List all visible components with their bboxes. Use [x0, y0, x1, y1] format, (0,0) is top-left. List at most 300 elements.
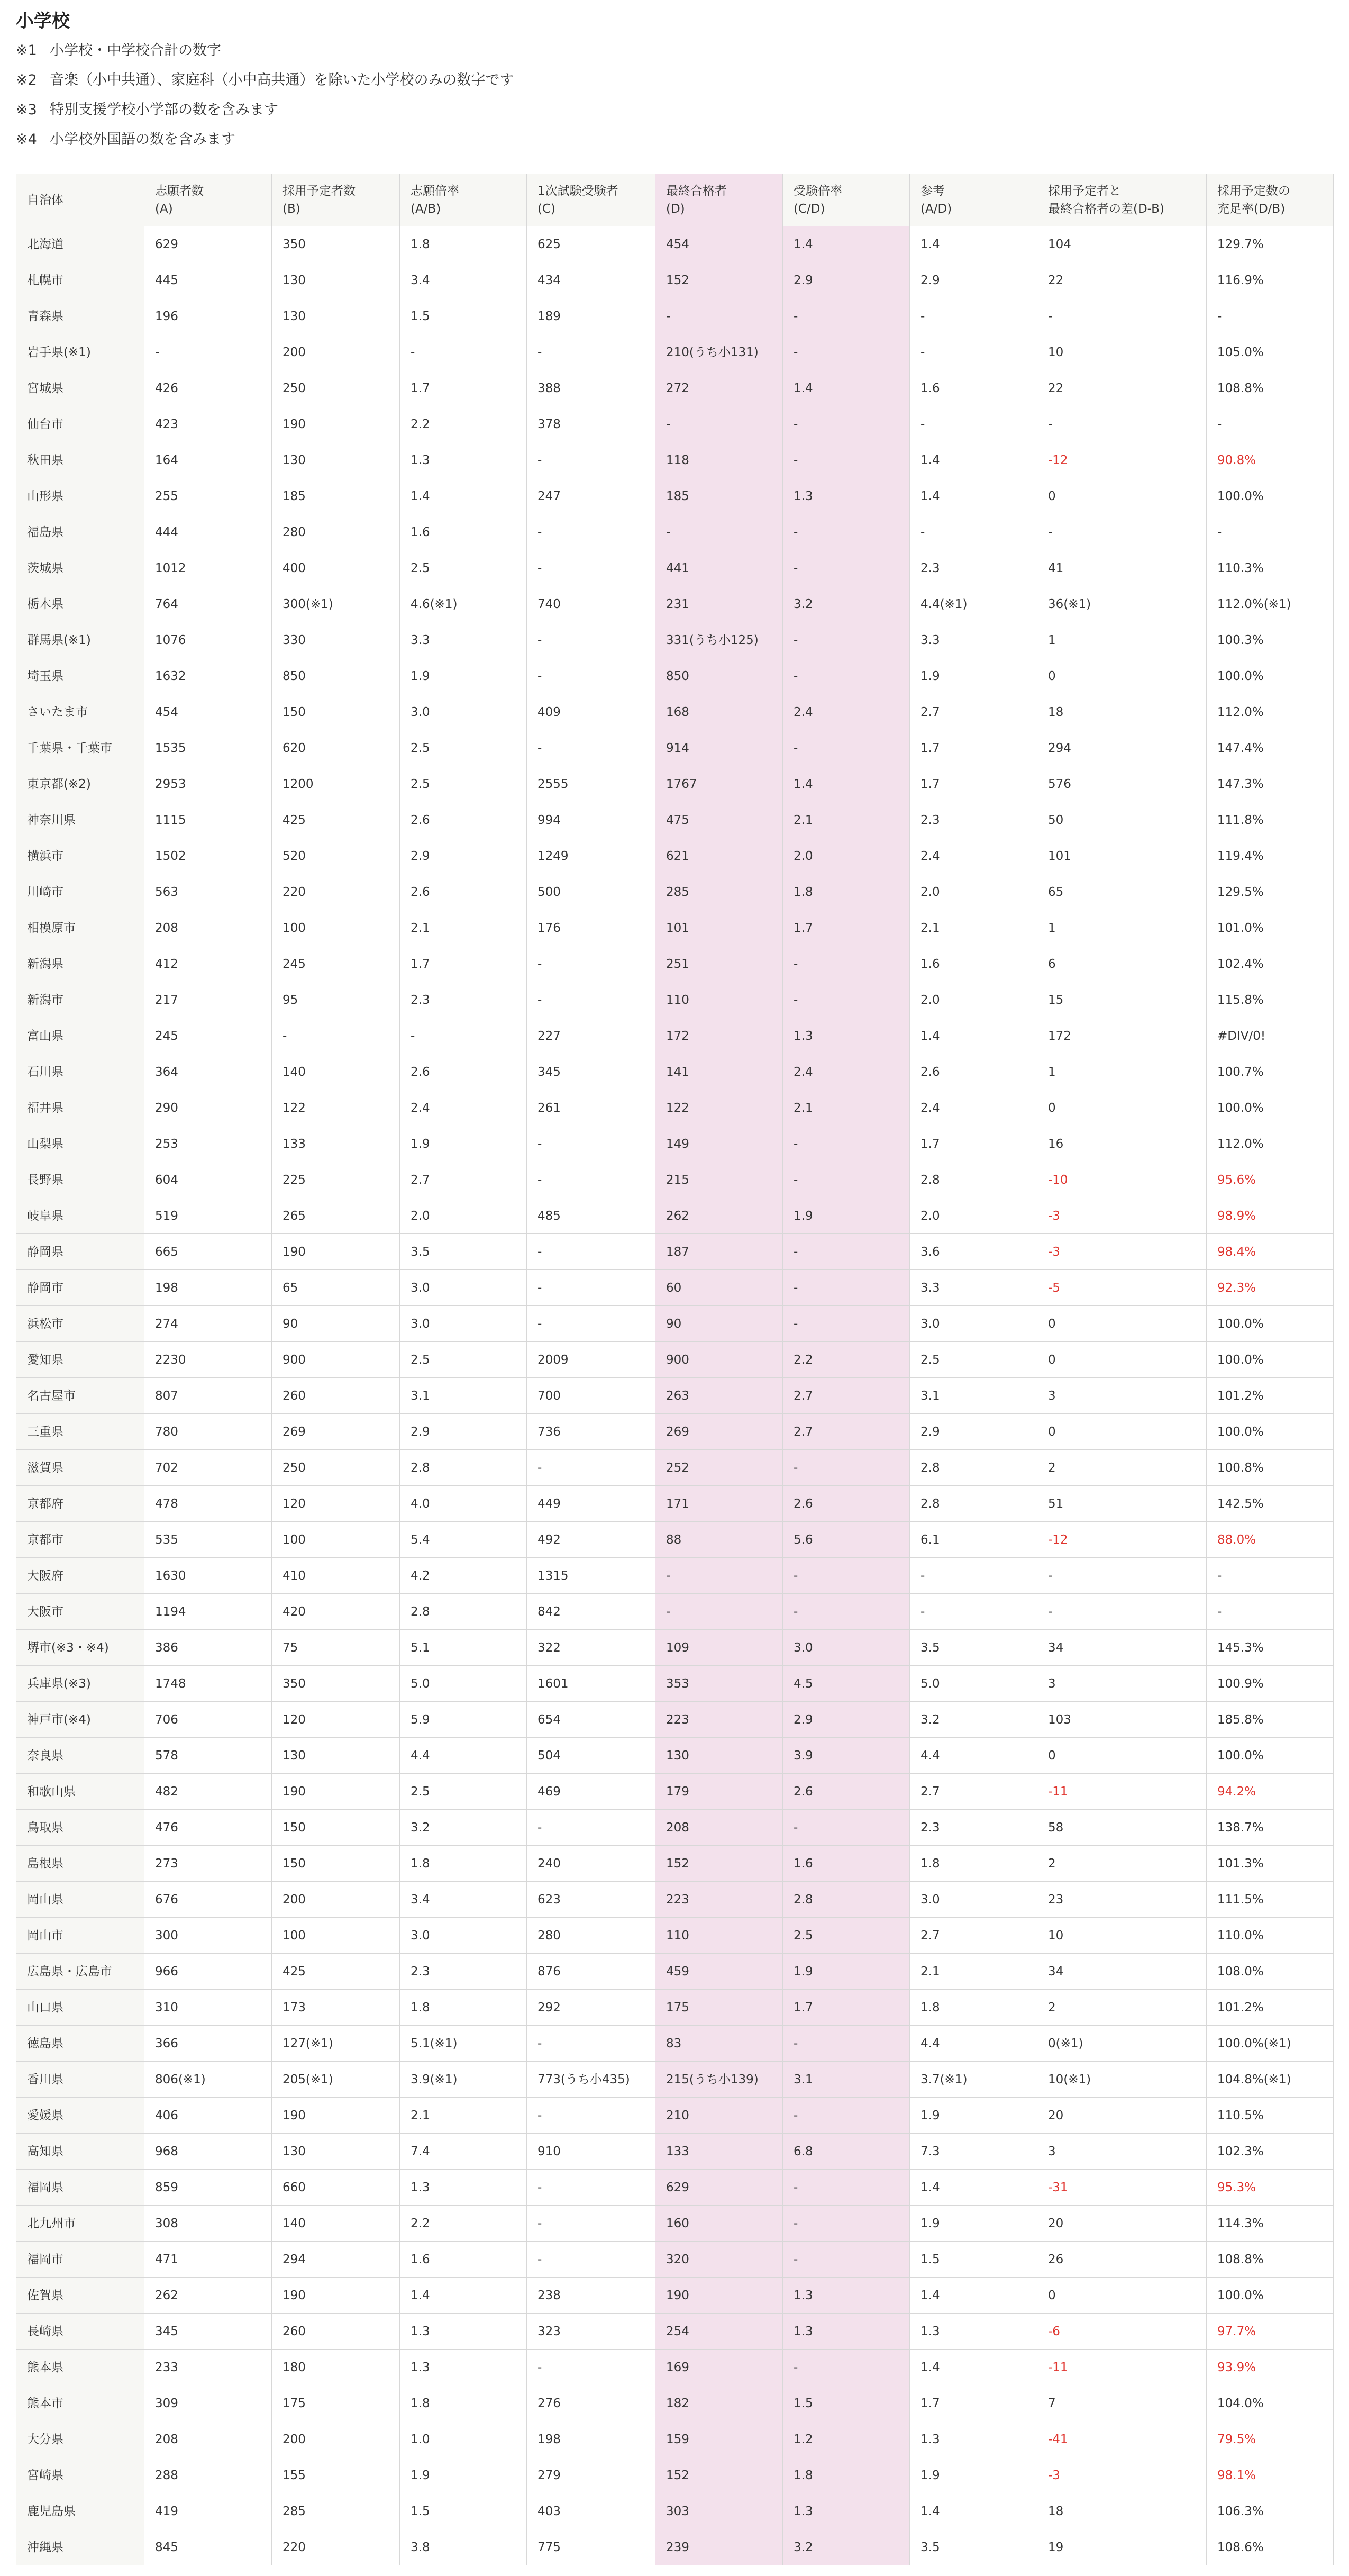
table-cell: 3.1 [400, 1378, 527, 1414]
table-cell: - [272, 1018, 400, 1054]
table-cell: -10 [1037, 1162, 1207, 1198]
footnote-text: 特別支援学校小学部の数を含みます [50, 102, 278, 118]
table-row [16, 226, 1334, 262]
table-cell: 138.7% [1207, 1810, 1334, 1846]
table-cell: - [527, 946, 655, 982]
table-cell: 914 [655, 730, 783, 766]
table-cell: 629 [144, 226, 272, 262]
table-cell: 208 [144, 2421, 272, 2457]
table-cell: 101 [1037, 838, 1207, 874]
table-cell: 625 [527, 226, 655, 262]
table-row [16, 1846, 1334, 1882]
table-row [16, 2493, 1334, 2529]
table-cell: 100.0% [1207, 478, 1334, 514]
table-cell: 2.1 [910, 1954, 1037, 1990]
table-cell: 2.6 [783, 1486, 910, 1522]
table-cell: 2555 [527, 766, 655, 802]
table-cell: 842 [527, 1594, 655, 1630]
table-cell: 100.7% [1207, 1054, 1334, 1090]
table-cell: 3.4 [400, 262, 527, 298]
table-cell: 2 [1037, 1990, 1207, 2026]
table-cell: 1.3 [783, 2278, 910, 2314]
table-cell: 1.4 [910, 1018, 1037, 1054]
table-cell: 2.4 [783, 694, 910, 730]
column-header-line: 自治体 [27, 193, 63, 207]
table-cell: 152 [655, 262, 783, 298]
table-cell: 2.3 [400, 1954, 527, 1990]
table-cell: - [527, 982, 655, 1018]
table-cell: 106.3% [1207, 2493, 1334, 2529]
table-cell: 2.0 [783, 838, 910, 874]
municipality-cell: 長野県 [16, 1162, 144, 1198]
table-cell: 2.0 [910, 874, 1037, 910]
table-cell: - [527, 1234, 655, 1270]
table-cell: 859 [144, 2170, 272, 2206]
table-cell: 101 [655, 910, 783, 946]
table-cell: 807 [144, 1378, 272, 1414]
table-cell: 60 [655, 1270, 783, 1306]
table-cell: 2.1 [783, 1090, 910, 1126]
table-cell: 2.1 [783, 802, 910, 838]
table-cell: 2.8 [910, 1486, 1037, 1522]
table-cell: - [910, 298, 1037, 334]
table-cell: 187 [655, 1234, 783, 1270]
table-cell: 1.8 [783, 874, 910, 910]
table-cell: 1.9 [910, 2206, 1037, 2242]
table-cell: - [144, 334, 272, 370]
table-cell: 2.9 [400, 1414, 527, 1450]
table-cell: 469 [527, 1774, 655, 1810]
table-cell: -31 [1037, 2170, 1207, 2206]
table-cell: 1.4 [783, 766, 910, 802]
table-cell: 4.0 [400, 1486, 527, 1522]
table-cell: 482 [144, 1774, 272, 1810]
table-cell: 50 [1037, 802, 1207, 838]
municipality-cell: 熊本県 [16, 2350, 144, 2385]
table-cell: 1.9 [910, 658, 1037, 694]
table-cell: 1.3 [400, 2170, 527, 2206]
table-cell: 454 [655, 226, 783, 262]
table-cell: 1.9 [910, 2457, 1037, 2493]
table-cell: 2.1 [400, 2098, 527, 2134]
municipality-cell: 仙台市 [16, 406, 144, 442]
table-cell: 1.8 [910, 1846, 1037, 1882]
municipality-cell: 京都府 [16, 1486, 144, 1522]
table-row [16, 262, 1334, 298]
table-cell: 441 [655, 550, 783, 586]
table-cell: 1.4 [910, 2170, 1037, 2206]
table-cell: 1.9 [783, 1954, 910, 1990]
table-cell: - [783, 1450, 910, 1486]
table-cell: 2.7 [783, 1378, 910, 1414]
table-cell: 331(うち小125) [655, 622, 783, 658]
table-cell: 97.7% [1207, 2314, 1334, 2350]
table-cell: 101.2% [1207, 1990, 1334, 2026]
table-cell: 5.1 [400, 1630, 527, 1666]
table-cell: 966 [144, 1954, 272, 1990]
table-cell: - [783, 1234, 910, 1270]
municipality-cell: 島根県 [16, 1846, 144, 1882]
municipality-cell: 石川県 [16, 1054, 144, 1090]
municipality-cell: 滋賀県 [16, 1450, 144, 1486]
table-cell: 100 [272, 910, 400, 946]
table-cell: 65 [272, 1270, 400, 1306]
table-cell: 478 [144, 1486, 272, 1522]
table-row [16, 2134, 1334, 2170]
table-cell: 261 [527, 1090, 655, 1126]
table-cell: 1632 [144, 658, 272, 694]
table-cell: 3.1 [910, 1378, 1037, 1414]
column-header-line: (C/D) [794, 202, 825, 216]
table-cell: 4.4 [910, 2026, 1037, 2062]
column-header-line: 採用予定者数 [282, 184, 356, 198]
table-cell: 850 [655, 658, 783, 694]
table-cell: 98.4% [1207, 1234, 1334, 1270]
table-cell: 22 [1037, 262, 1207, 298]
table-cell: - [1037, 406, 1207, 442]
table-cell: - [783, 334, 910, 370]
table-cell: 172 [655, 1018, 783, 1054]
table-cell: 239 [655, 2529, 783, 2565]
table-row [16, 1774, 1334, 1810]
table-cell: 130 [272, 442, 400, 478]
table-cell: 18 [1037, 2493, 1207, 2529]
table-row [16, 946, 1334, 982]
column-header-line: 採用予定数の [1217, 184, 1290, 198]
table-cell: 142.5% [1207, 1486, 1334, 1522]
table-row [16, 1234, 1334, 1270]
table-cell: 5.0 [400, 1666, 527, 1702]
table-header-row [16, 174, 1334, 226]
table-cell: 4.4 [400, 1738, 527, 1774]
table-cell: 189 [527, 298, 655, 334]
table-cell: 129.7% [1207, 226, 1334, 262]
table-cell: 780 [144, 1414, 272, 1450]
table-cell: 159 [655, 2421, 783, 2457]
column-header-line: 志願倍率 [411, 184, 459, 198]
table-cell: 3.2 [783, 586, 910, 622]
table-cell: 273 [144, 1846, 272, 1882]
table-cell: 7.3 [910, 2134, 1037, 2170]
table-cell: 1012 [144, 550, 272, 586]
table-cell: 3.0 [400, 694, 527, 730]
table-cell: - [655, 298, 783, 334]
table-cell: 444 [144, 514, 272, 550]
municipality-cell: 鹿児島県 [16, 2493, 144, 2529]
table-cell: 2.9 [910, 262, 1037, 298]
table-cell: 3.0 [400, 1270, 527, 1306]
table-row [16, 1450, 1334, 1486]
table-cell: 169 [655, 2350, 783, 2385]
table-cell: 1.7 [910, 1126, 1037, 1162]
table-cell: 1767 [655, 766, 783, 802]
table-row [16, 2457, 1334, 2493]
table-cell: 149 [655, 1126, 783, 1162]
column-header-line: 志願者数 [155, 184, 204, 198]
table-cell: 3.3 [910, 622, 1037, 658]
municipality-cell: 徳島県 [16, 2026, 144, 2062]
table-cell: - [400, 334, 527, 370]
municipality-cell: 京都市 [16, 1522, 144, 1558]
table-cell: 41 [1037, 550, 1207, 586]
table-cell: 110.5% [1207, 2098, 1334, 2134]
table-cell: 303 [655, 2493, 783, 2529]
table-cell: 535 [144, 1522, 272, 1558]
table-cell: 100 [272, 1918, 400, 1954]
table-cell: 120 [272, 1486, 400, 1522]
table-cell: 4.5 [783, 1666, 910, 1702]
table-cell: 245 [144, 1018, 272, 1054]
table-cell: 775 [527, 2529, 655, 2565]
column-header-line: 1次試験受験者 [537, 184, 618, 198]
table-cell: -11 [1037, 1774, 1207, 1810]
table-cell: 1.5 [910, 2242, 1037, 2278]
table-cell: 6.8 [783, 2134, 910, 2170]
table-cell: 172 [1037, 1018, 1207, 1054]
table-cell: 1.7 [910, 2385, 1037, 2421]
table-cell: 2.6 [400, 802, 527, 838]
table-row [16, 1090, 1334, 1126]
table-cell: 274 [144, 1306, 272, 1342]
table-cell: 147.3% [1207, 766, 1334, 802]
table-cell: 0 [1037, 1342, 1207, 1378]
table-row [16, 2098, 1334, 2134]
table-row [16, 1918, 1334, 1954]
table-cell: 111.5% [1207, 1882, 1334, 1918]
table-cell: 1748 [144, 1666, 272, 1702]
table-cell: 100.9% [1207, 1666, 1334, 1702]
table-cell: 3.5 [910, 2529, 1037, 2565]
column-header-line: (A) [155, 202, 173, 216]
table-cell: 449 [527, 1486, 655, 1522]
table-cell: 65 [1037, 874, 1207, 910]
table-cell: 100.0%(※1) [1207, 2026, 1334, 2062]
table-row [16, 2170, 1334, 2206]
table-cell: 190 [272, 2098, 400, 2134]
table-row [16, 1630, 1334, 1666]
table-cell: - [783, 1594, 910, 1630]
municipality-cell: 福岡県 [16, 2170, 144, 2206]
column-header [272, 174, 400, 226]
table-cell: 276 [527, 2385, 655, 2421]
table-cell: 253 [144, 1126, 272, 1162]
table-cell: 285 [655, 874, 783, 910]
table-cell: 300(※1) [272, 586, 400, 622]
table-cell: 665 [144, 1234, 272, 1270]
municipality-cell: 山口県 [16, 1990, 144, 2026]
table-cell: - [783, 622, 910, 658]
table-cell: 345 [527, 1054, 655, 1090]
table-cell: 233 [144, 2350, 272, 2385]
municipality-cell: 福岡市 [16, 2242, 144, 2278]
table-cell: 102.3% [1207, 2134, 1334, 2170]
table-cell: 2.9 [910, 1414, 1037, 1450]
table-cell: - [1037, 298, 1207, 334]
table-cell: - [783, 1162, 910, 1198]
table-cell: 740 [527, 586, 655, 622]
table-cell: - [783, 298, 910, 334]
table-cell: 179 [655, 1774, 783, 1810]
municipality-cell: 宮城県 [16, 370, 144, 406]
table-cell: 190 [272, 1774, 400, 1810]
table-cell: 269 [272, 1414, 400, 1450]
table-cell: 100.0% [1207, 1342, 1334, 1378]
table-cell: 2.9 [783, 262, 910, 298]
table-cell: 1.5 [400, 2493, 527, 2529]
table-cell: 130 [655, 1738, 783, 1774]
table-cell: 386 [144, 1630, 272, 1666]
table-cell: 3.8 [400, 2529, 527, 2565]
table-row [16, 550, 1334, 586]
table-cell: 1.3 [400, 2350, 527, 2385]
table-row [16, 2026, 1334, 2062]
table-cell: - [783, 946, 910, 982]
table-cell: 425 [272, 1954, 400, 1990]
table-cell: - [655, 1594, 783, 1630]
table-cell: 1249 [527, 838, 655, 874]
table-cell: 2.3 [400, 982, 527, 1018]
table-cell: 1.7 [783, 1990, 910, 2026]
table-cell: 115.8% [1207, 982, 1334, 1018]
table-row [16, 694, 1334, 730]
table-cell: 260 [272, 2314, 400, 2350]
column-header [783, 174, 910, 226]
table-cell: 0 [1037, 658, 1207, 694]
table-cell: 660 [272, 2170, 400, 2206]
table-cell: 2.5 [783, 1918, 910, 1954]
footnote-item [16, 40, 514, 70]
table-cell: 423 [144, 406, 272, 442]
footnote-item [16, 99, 514, 129]
table-cell: 251 [655, 946, 783, 982]
table-cell: 265 [272, 1198, 400, 1234]
table-cell: 1.0 [400, 2421, 527, 2457]
table-cell: 2.4 [910, 1090, 1037, 1126]
table-cell: 238 [527, 2278, 655, 2314]
table-row [16, 1882, 1334, 1918]
municipality-cell: 宮崎県 [16, 2457, 144, 2493]
table-cell: 2.2 [400, 406, 527, 442]
table-cell: 2.7 [910, 694, 1037, 730]
table-cell: 2.5 [910, 1342, 1037, 1378]
table-cell: 288 [144, 2457, 272, 2493]
municipality-cell: 愛知県 [16, 1342, 144, 1378]
table-cell: 88.0% [1207, 1522, 1334, 1558]
table-cell: 434 [527, 262, 655, 298]
table-row [16, 1018, 1334, 1054]
table-cell: 190 [272, 1234, 400, 1270]
footnote-text: 小学校・中学校合計の数字 [50, 42, 221, 59]
table-cell: 16 [1037, 1126, 1207, 1162]
table-row [16, 622, 1334, 658]
table-cell: 3.0 [910, 1306, 1037, 1342]
table-cell: 100.0% [1207, 658, 1334, 694]
table-cell: 1.6 [910, 370, 1037, 406]
table-cell: 223 [655, 1882, 783, 1918]
table-cell: 100.0% [1207, 1414, 1334, 1450]
table-cell: 6.1 [910, 1522, 1037, 1558]
table-row [16, 2062, 1334, 2098]
table-cell: 4.4(※1) [910, 586, 1037, 622]
table-cell: 5.0 [910, 1666, 1037, 1702]
table-row [16, 766, 1334, 802]
table-cell: 425 [272, 802, 400, 838]
table-cell: 1.6 [400, 514, 527, 550]
table-cell: 133 [655, 2134, 783, 2170]
table-cell: 1.4 [783, 370, 910, 406]
municipality-cell: 愛媛県 [16, 2098, 144, 2134]
table-row [16, 1162, 1334, 1198]
table-cell: 485 [527, 1198, 655, 1234]
table-cell: 1 [1037, 910, 1207, 946]
table-row [16, 1054, 1334, 1090]
table-cell: -3 [1037, 1198, 1207, 1234]
table-cell: 285 [272, 2493, 400, 2529]
table-cell: 476 [144, 1810, 272, 1846]
municipality-cell: 青森県 [16, 298, 144, 334]
table-cell: 968 [144, 2134, 272, 2170]
table-cell: 604 [144, 1162, 272, 1198]
table-cell: 98.9% [1207, 1198, 1334, 1234]
table-cell: 2.5 [400, 1774, 527, 1810]
table-cell: 19 [1037, 2529, 1207, 2565]
table-row [16, 802, 1334, 838]
table-cell: 3.9(※1) [400, 2062, 527, 2098]
table-cell: - [1207, 406, 1334, 442]
table-cell: -12 [1037, 442, 1207, 478]
table-cell: 100.8% [1207, 1450, 1334, 1486]
table-cell: 185 [655, 478, 783, 514]
column-header [400, 174, 527, 226]
table-cell: 110 [655, 982, 783, 1018]
table-cell: 320 [655, 2242, 783, 2278]
table-cell: 150 [272, 1846, 400, 1882]
table-row [16, 298, 1334, 334]
table-cell: 1.8 [783, 2457, 910, 2493]
table-cell: 250 [272, 1450, 400, 1486]
table-cell: 1.6 [783, 1846, 910, 1882]
table-cell: 94.2% [1207, 1774, 1334, 1810]
table-cell: - [783, 1810, 910, 1846]
table-cell: - [527, 1162, 655, 1198]
table-cell: 1.9 [783, 1198, 910, 1234]
table-cell: 173 [272, 1990, 400, 2026]
table-cell: 1.6 [400, 2242, 527, 2278]
table-cell: - [910, 514, 1037, 550]
table-cell: 492 [527, 1522, 655, 1558]
table-cell: 1601 [527, 1666, 655, 1702]
table-cell: 130 [272, 2134, 400, 2170]
footnote-list [16, 40, 514, 159]
table-cell: 5.6 [783, 1522, 910, 1558]
table-cell: 3.7(※1) [910, 2062, 1037, 2098]
table-cell: 112.0% [1207, 1126, 1334, 1162]
table-cell: 702 [144, 1450, 272, 1486]
table-cell: 629 [655, 2170, 783, 2206]
column-header-line: (C) [537, 202, 556, 216]
table-cell: 95 [272, 982, 400, 1018]
table-cell: 323 [527, 2314, 655, 2350]
table-cell: 102.4% [1207, 946, 1334, 982]
table-cell: 5.9 [400, 1702, 527, 1738]
table-cell: 2.6 [400, 874, 527, 910]
table-row [16, 1198, 1334, 1234]
table-cell: 215 [655, 1162, 783, 1198]
table-cell: 119.4% [1207, 838, 1334, 874]
column-header-line: 採用予定者と [1048, 184, 1121, 198]
table-cell: 1 [1037, 622, 1207, 658]
municipality-cell: 和歌山県 [16, 1774, 144, 1810]
